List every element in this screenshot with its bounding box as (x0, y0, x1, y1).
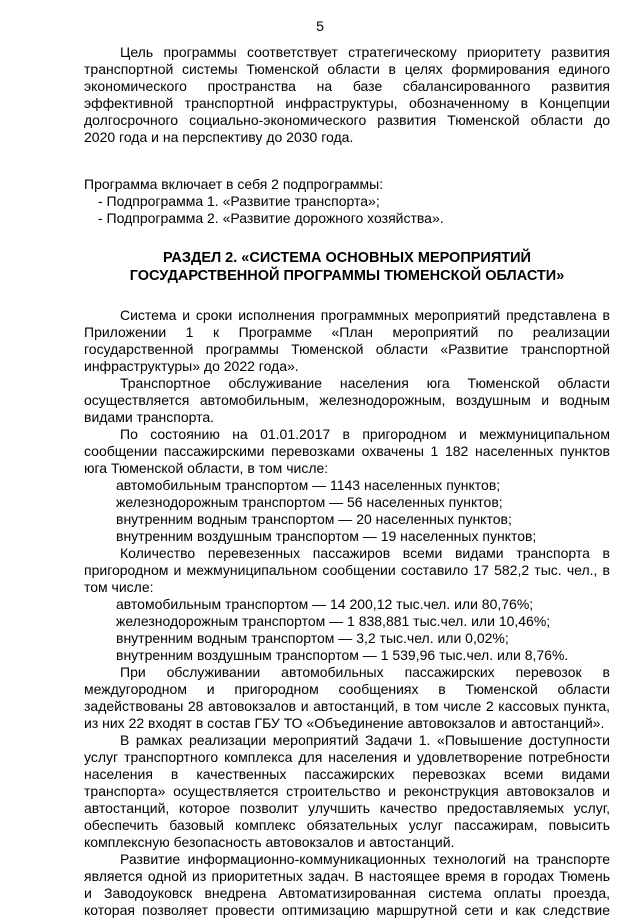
text-line: По состоянию на 01.01.2017 в пригородном и межмуниципальном (120, 426, 610, 442)
text-line: и Заводоуковск внедрена Автоматизированная система оплаты проезда, (84, 885, 610, 901)
text-line: задействованы 28 автовокзалов и автостанций, в том числе 2 кассовых пункта, (84, 698, 610, 714)
text-line: 2020 года и на перспективу до 2030 года. (84, 129, 354, 145)
text-line: комплексную безопасность автовокзалов и автостанций. (84, 834, 455, 850)
heading-line: РАЗДЕЛ 2. «СИСТЕМА ОСНОВНЫХ МЕРОПРИЯТИЙ (163, 250, 531, 266)
list-item: железнодорожным транспортом — 56 населенных пунктов; (116, 494, 503, 510)
list-item: внутренним воздушным транспортом — 1 539,96 тыс.чел. или 8,76%. (116, 647, 569, 663)
text-line: инфраструктуры» до 2022 года». (84, 358, 299, 374)
text-line: Система и сроки исполнения программных мероприятий представлена в (120, 307, 610, 323)
list-item: внутренним водным транспортом — 3,2 тыс.чел. или 0,02%; (116, 630, 509, 646)
text-line: Транспортное обслуживание населения юга Тюменской области (120, 375, 610, 391)
text-line: транспортной системы Тюменской области в целях формирования единого (84, 61, 610, 77)
text-line: Приложении 1 к Программе «План мероприятий по реализации (84, 324, 610, 340)
paragraph-program-goal (84, 44, 610, 146)
text-line: государственной программы Тюменской области «Развитие транспортной (84, 341, 610, 357)
text-line: долгосрочного социально-экономического развития Тюменской области до (84, 112, 610, 128)
text-line: Развитие информационно-коммуникационных технологий на транспорте (120, 851, 610, 867)
text-line: том числе: (84, 579, 154, 595)
text-line: является одной из приоритетных задач. В настоящее время в городах Тюмень (84, 868, 610, 884)
text-line: эффективной транспортной инфраструктуры, обозначенному в Концепции (84, 95, 610, 111)
list-item: железнодорожным транспортом — 1 838,881 тыс.чел. или 10,46%; (116, 613, 551, 629)
paragraph-passengers (84, 545, 610, 596)
text-line: юга Тюменской области, в том числе: (84, 460, 329, 476)
subprogram-item: - Подпрограмма 2. «Развитие дорожного хозяйства». (98, 210, 444, 226)
subprograms-block (84, 176, 610, 227)
subprogram-item: - Подпрограмма 1. «Развитие транспорта»; (98, 193, 380, 209)
text-line: видами транспорта. (84, 409, 215, 425)
paragraph-service (84, 375, 610, 426)
text-line: автостанций, которое позволит улучшить качество предоставляемых услуг, (84, 800, 610, 816)
paragraph-stations (84, 664, 610, 732)
document-body (84, 44, 610, 919)
text-line: Цель программы соответствует стратегическому приоритету развития (120, 44, 610, 60)
text-line: осуществляется автомобильным, железнодорожным, воздушным и водным (84, 392, 610, 408)
text-line: При обслуживании автомобильных пассажирских перевозок в (120, 664, 610, 680)
list-item: автомобильным транспортом — 1143 населенных пунктов; (116, 477, 501, 493)
paragraph-system (84, 307, 610, 375)
text-line: междугородном и пригородном сообщениях в Тюменской области (84, 681, 610, 697)
passengers-list (84, 596, 610, 664)
text-line: транспорта» осуществляется строительство и реконструкция автовокзалов и (84, 783, 610, 799)
text-line: сообщении пассажирскими перевозками охвачены 1 182 населенных пунктов (84, 443, 610, 459)
coverage-list (84, 477, 610, 545)
subprograms-intro: Программа включает в себя 2 подпрограммы: (84, 176, 384, 192)
text-line: населения в качественных пассажирских перевозках всеми видами (84, 766, 610, 782)
text-line: В рамках реализации мероприятий Задачи 1. «Повышение доступности (120, 732, 610, 748)
text-line: которая позволяет провести оптимизацию маршрутной сети и как следствие (84, 902, 610, 918)
text-line: пригородном и межмуниципальном сообщении составило 17 582,2 тыс. чел., в (84, 562, 610, 578)
list-item: автомобильным транспортом — 14 200,12 тыс.чел. или 80,76%; (116, 596, 534, 612)
heading-line: ГОСУДАРСТВЕННОЙ ПРОГРАММЫ ТЮМЕНСКОЙ ОБЛАСТИ» (129, 268, 565, 284)
list-item: внутренним водным транспортом — 20 населенных пунктов; (116, 511, 512, 527)
text-line: Количество перевезенных пассажиров всеми видами транспорта в (120, 545, 610, 561)
list-item: внутренним воздушным транспортом — 19 населенных пунктов; (116, 528, 537, 544)
text-line: обеспечить базовый комплекс обязательных услуг пассажирам, повысить (84, 817, 610, 833)
text-line: из них 22 входят в состав ГБУ ТО «Объединение автовокзалов и автостанций». (84, 715, 605, 731)
text-line: экономического пространства на базе сбалансированного развития (84, 78, 610, 94)
paragraph-ict (84, 851, 610, 919)
section-heading (84, 249, 610, 285)
page-number: 5 (316, 18, 324, 34)
text-line: услуг транспортного комплекса для населения и удовлетворение потребности (84, 749, 610, 765)
paragraph-coverage (84, 426, 610, 477)
paragraph-task (84, 732, 610, 851)
